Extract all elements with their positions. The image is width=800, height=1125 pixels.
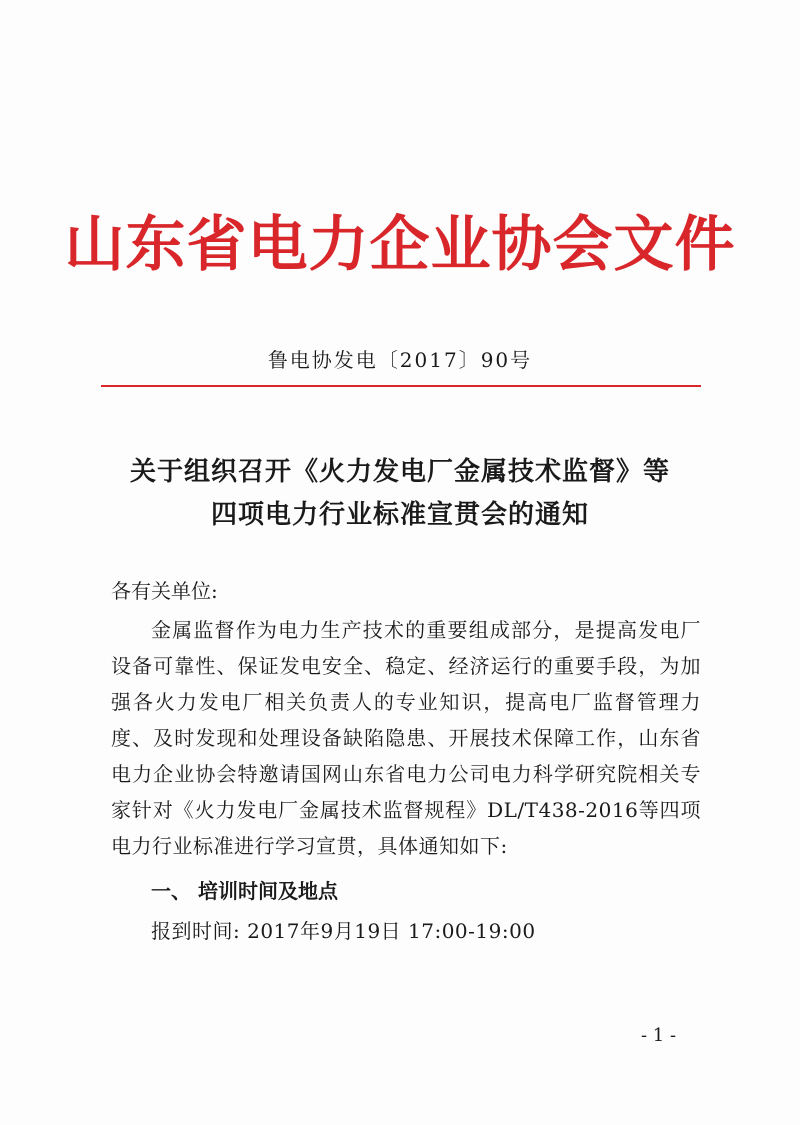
body-paragraph: 金属监督作为电力生产技术的重要组成部分，是提高发电厂设备可靠性、保证发电安全、稳定、经济运行的重要手段，为加强各火力发电厂相关负责人的专业知识，提高电厂监督管理力度、及时发现和处理设备缺陷隐患、开展技术保障工作，山东省电力企业协会特邀请国网山东省电力公司电力科学研究院相关专家针对《火力发电厂金属技术监督规程》DL/T438-2016等四项电力行业标准进行学习宣贯，具体通知如下: [111,618,701,858]
page-number: - 1 - [641,1025,677,1046]
red-divider-line [101,385,701,387]
notice-title-line-2: 四项电力行业标准宣贯会的通知 [210,500,589,530]
section-heading-1: 一、 培训时间及地点 [151,879,338,903]
report-time: 报到时间: 2017年9月19日 17:00-19:00 [151,919,536,943]
salutation: 各有关单位: [111,579,218,603]
org-letterhead-title: 山东省电力企业协会文件 [64,210,736,280]
notice-title-line-1: 关于组织召开《火力发电厂金属技术监督》等 [129,457,670,487]
document-number: 鲁电协发电〔2017〕90号 [267,348,533,372]
